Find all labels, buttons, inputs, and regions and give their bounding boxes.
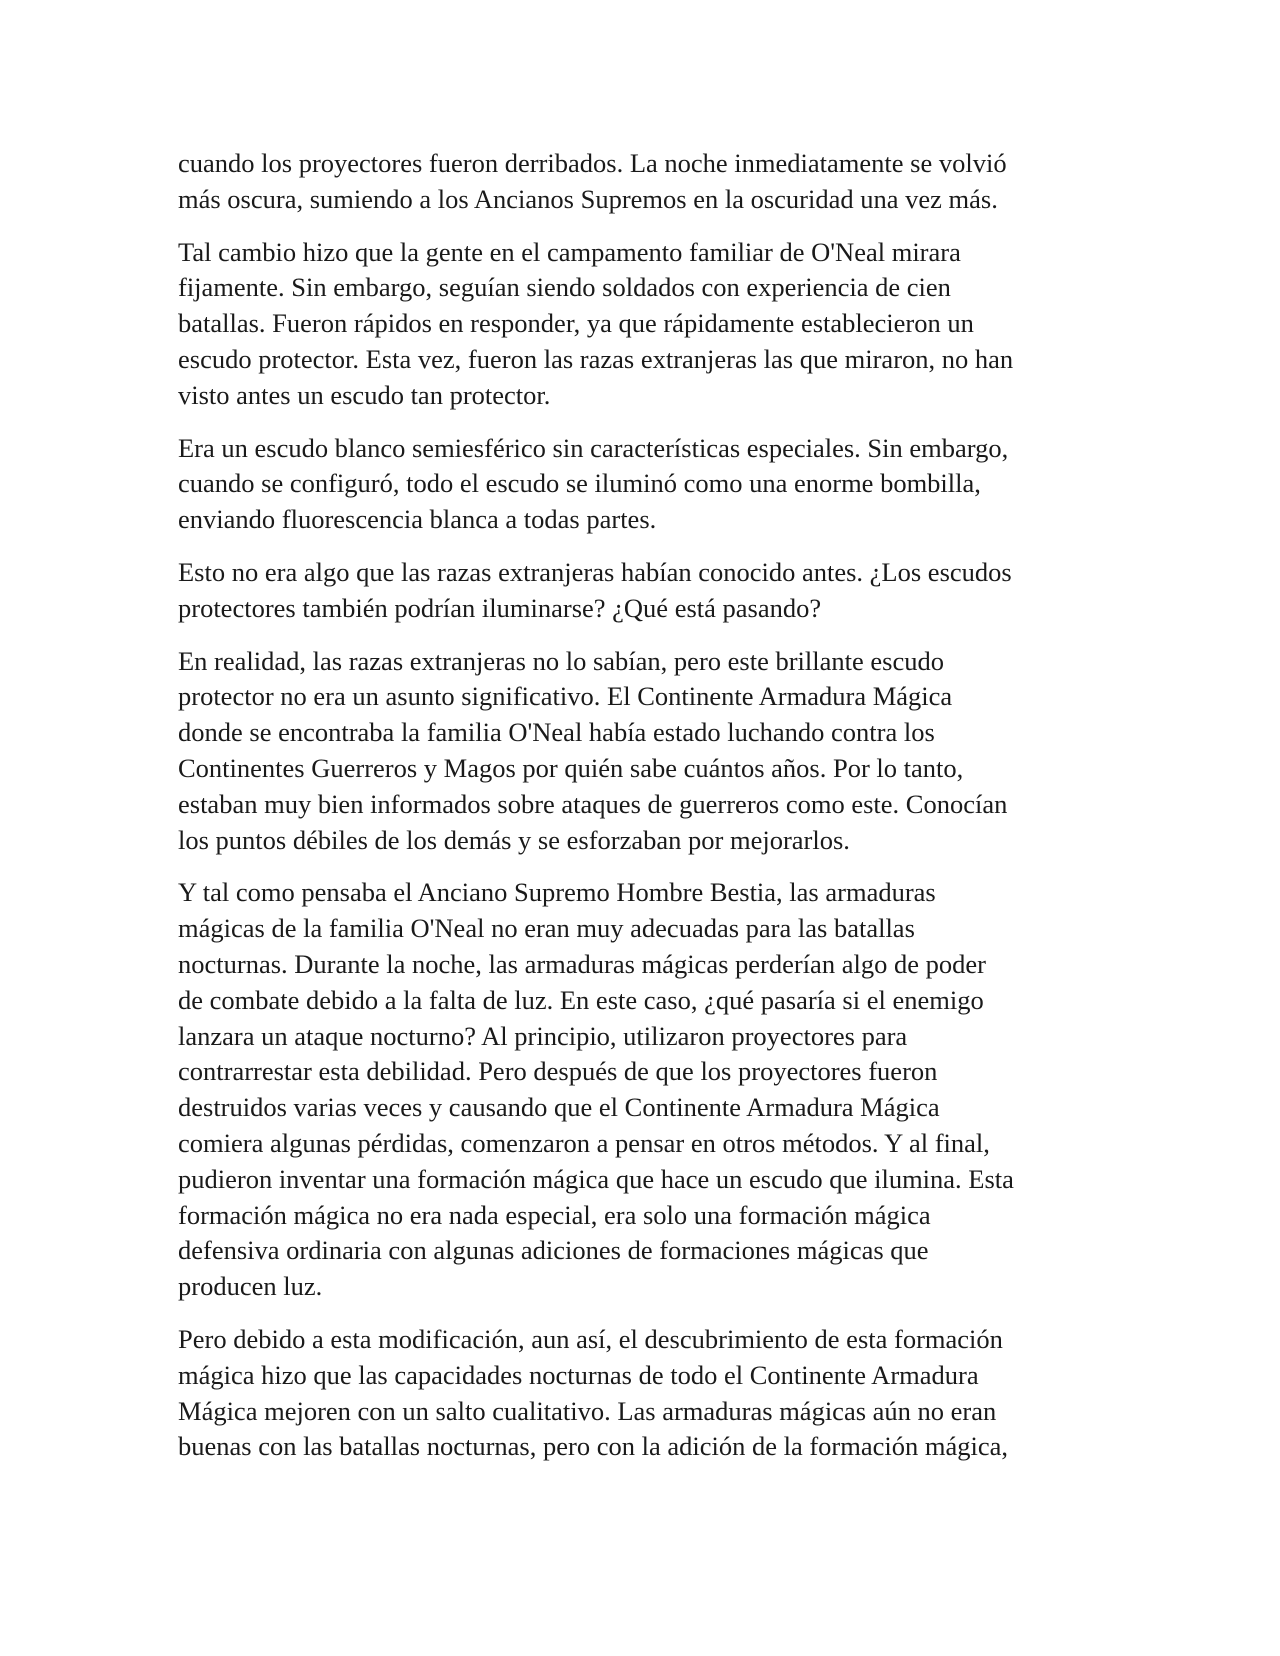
paragraph [178, 146, 1108, 218]
text-line: nocturnas. Durante la noche, las armaduras mágicas perderían algo de poder [178, 948, 986, 979]
body-text [178, 146, 1108, 1482]
paragraph [178, 644, 1108, 859]
paragraph [178, 1322, 1108, 1465]
text-line: Pero debido a esta modificación, aun así, el descubrimiento de esta formación [178, 1323, 1003, 1354]
paragraph [178, 555, 1108, 627]
text-line: producen luz. [178, 1271, 323, 1302]
text-line: buenas con las batallas nocturnas, pero con la adición de la formación mágica, [178, 1431, 1009, 1462]
text-line: fijamente. Sin embargo, seguían siendo soldados con experiencia de cien [178, 272, 951, 303]
text-line: protectores también podrían iluminarse? ¿Qué está pasando? [178, 592, 822, 623]
text-line: Mágica mejoren con un salto cualitativo. Las armaduras mágicas aún no eran [178, 1395, 997, 1426]
paragraph [178, 431, 1108, 538]
text-line: Tal cambio hizo que la gente en el campamento familiar de O'Neal mirara [178, 236, 961, 267]
text-line: destruidos varias veces y causando que el Continente Armadura Mágica [178, 1092, 940, 1123]
text-line: Era un escudo blanco semiesférico sin características especiales. Sin embargo, [178, 432, 1009, 463]
text-line: protector no era un asunto significativo. El Continente Armadura Mágica [178, 681, 953, 712]
paragraph [178, 235, 1108, 414]
text-line: contrarrestar esta debilidad. Pero después de que los proyectores fueron [178, 1056, 938, 1087]
text-line: cuando los proyectores fueron derribados. La noche inmediatamente se volvió [178, 148, 1007, 178]
text-line: enviando fluorescencia blanca a todas partes. [178, 504, 657, 535]
text-line: mágicas de la familia O'Neal no eran muy adecuadas para las batallas [178, 913, 915, 944]
text-line: comiera algunas pérdidas, comenzaron a pensar en otros métodos. Y al final, [178, 1127, 990, 1158]
text-line: visto antes un escudo tan protector. [178, 379, 551, 410]
text-line: En realidad, las razas extranjeras no lo sabían, pero este brillante escudo [178, 645, 944, 676]
text-line: los puntos débiles de los demás y se esforzaban por mejorarlos. [178, 824, 850, 855]
text-line: escudo protector. Esta vez, fueron las razas extranjeras las que miraron, no han [178, 343, 1014, 374]
text-line: Continentes Guerreros y Magos por quién sabe cuántos años. Por lo tanto, [178, 752, 964, 783]
text-line: pudieron inventar una formación mágica que hace un escudo que ilumina. Esta [178, 1163, 1014, 1194]
text-line: de combate debido a la falta de luz. En este caso, ¿qué pasaría si el enemigo [178, 984, 984, 1015]
text-line: Y tal como pensaba el Anciano Supremo Hombre Bestia, las armaduras [178, 877, 936, 908]
paragraph [178, 875, 1108, 1305]
text-line: batallas. Fueron rápidos en responder, ya que rápidamente establecieron un [178, 308, 974, 339]
text-line: Esto no era algo que las razas extranjeras habían conocido antes. ¿Los escudos [178, 556, 1012, 587]
text-line: mágica hizo que las capacidades nocturnas de todo el Continente Armadura [178, 1359, 979, 1390]
text-line: cuando se configuró, todo el escudo se iluminó como una enorme bombilla, [178, 468, 981, 499]
text-line: donde se encontraba la familia O'Neal había estado luchando contra los [178, 717, 935, 748]
text-line: lanzara un ataque nocturno? Al principio, utilizaron proyectores para [178, 1020, 908, 1051]
text-line: estaban muy bien informados sobre ataques de guerreros como este. Conocían [178, 788, 1008, 819]
text-line: formación mágica no era nada especial, era solo una formación mágica [178, 1199, 931, 1230]
text-line: defensiva ordinaria con algunas adiciones de formaciones mágicas que [178, 1235, 929, 1266]
text-line: más oscura, sumiendo a los Ancianos Supremos en la oscuridad una vez más. [178, 183, 998, 214]
